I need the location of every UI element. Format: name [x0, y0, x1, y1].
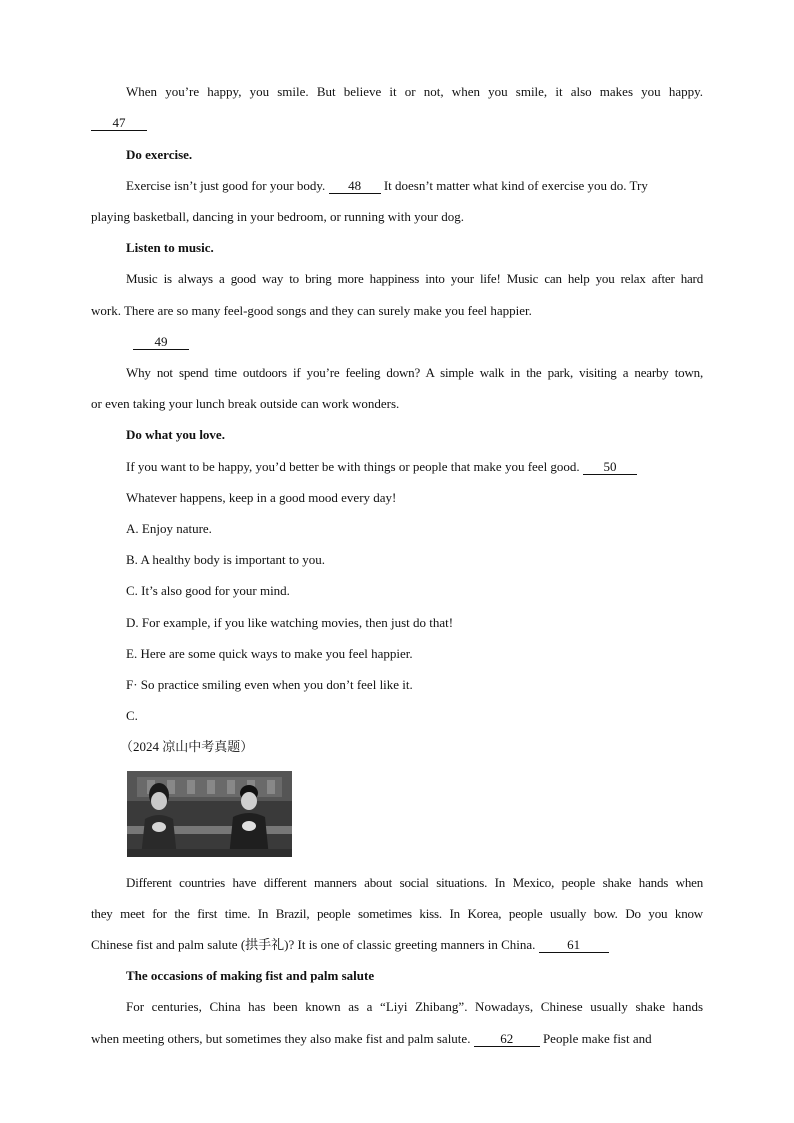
blank-49	[133, 334, 745, 350]
blank-47-number: 47	[91, 116, 147, 131]
passage1-paragraph2-line1	[126, 178, 703, 194]
passage1-paragraph2-line2: playing basketball, dancing in your bedroom, or running with your dog.	[91, 209, 464, 224]
passage1-paragraph5-line2: Whatever happens, keep in a good mood every day!	[126, 490, 397, 505]
blank-49-number: 49	[133, 335, 189, 350]
text-segment: It doesn’t matter what kind of exercise you do. Try	[383, 178, 648, 193]
passage2-paragraph1-line3	[91, 937, 703, 953]
text-segment: People make fist and	[542, 1031, 652, 1046]
greeting-photo	[127, 771, 292, 857]
heading-listen-to-music: Listen to music.	[126, 240, 214, 255]
option-a: A. Enjoy nature.	[126, 521, 212, 536]
option-d: D. For example, if you like watching movies, then just do that!	[126, 615, 454, 630]
passage2-paragraph2-line1: For centuries, China has been known as a “Liyi Zhibang”. Nowadays, Chinese usually shake hands	[126, 999, 703, 1014]
passage1-paragraph4-line2: or even taking your lunch break outside can work wonders.	[91, 396, 400, 411]
blank-47	[91, 115, 703, 131]
passage2-paragraph2-line2	[91, 1031, 703, 1047]
exam-source-label: （2024 凉山中考真题）	[120, 739, 254, 754]
heading-occasions: The occasions of making fist and palm salute	[126, 968, 375, 983]
heading-do-what-you-love: Do what you love.	[126, 427, 225, 442]
passage2-paragraph1-line2: they meet for the first time. In Brazil, people sometimes kiss. In Korea, people usually bow. Do you know	[91, 906, 703, 921]
heading-do-exercise: Do exercise.	[126, 147, 193, 162]
option-f: F· So practice smiling even when you don’t feel like it.	[126, 677, 413, 692]
option-c: C. It’s also good for your mind.	[126, 583, 290, 598]
option-b: B. A healthy body is important to you.	[126, 552, 325, 567]
passage1-paragraph5-line1	[126, 459, 703, 475]
passage1-paragraph3-line2: work. There are so many feel-good songs and they can surely make you feel happier.	[91, 303, 532, 318]
passage1-paragraph4-line1: Why not spend time outdoors if you’re feeling down? A simple walk in the park, visiting a nearby town,	[126, 365, 703, 380]
text-segment: Exercise isn’t just good for your body.	[126, 178, 326, 193]
passage1-paragraph3-line1: Music is always a good way to bring more happiness into your life! Music can help you relax after hard	[126, 271, 703, 286]
blank-61-number: 61	[539, 938, 609, 953]
blank-48-number: 48	[329, 179, 381, 194]
answer-line: C.	[126, 708, 138, 723]
blank-62-number: 62	[474, 1032, 540, 1047]
text-segment: when meeting others, but sometimes they also make fist and palm salute.	[91, 1031, 471, 1046]
option-e: E. Here are some quick ways to make you feel happier.	[126, 646, 413, 661]
text-segment: Chinese fist and palm salute (拱手礼)? It is one of classic greeting manners in China.	[91, 937, 536, 952]
text-segment: If you want to be happy, you’d better be with things or people that make you feel good.	[126, 459, 580, 474]
passage2-paragraph1-line1: Different countries have different manners about social situations. In Mexico, people shake hands when	[126, 875, 703, 890]
blank-50-number: 50	[583, 460, 637, 475]
fist-palm-salute-illustration	[127, 771, 292, 857]
passage1-paragraph1: When you’re happy, you smile. But believe it or not, when you smile, it also makes you happy.	[126, 84, 703, 99]
